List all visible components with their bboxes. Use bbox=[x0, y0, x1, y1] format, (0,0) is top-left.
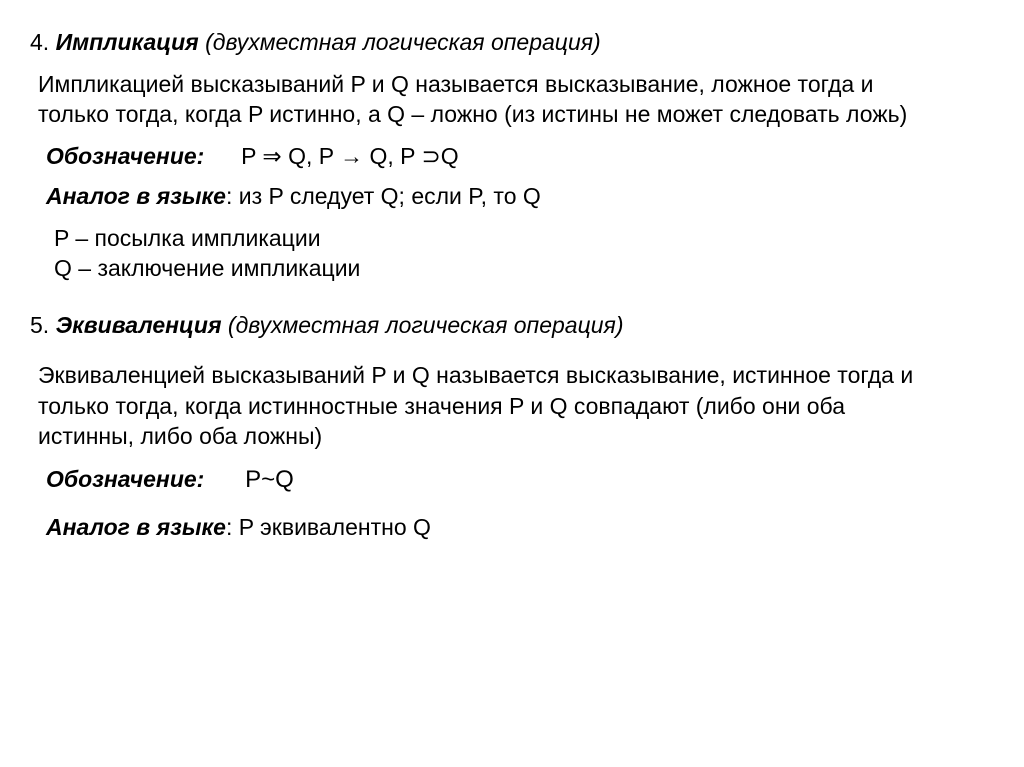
implication-heading bbox=[30, 28, 601, 56]
equivalence-number: 5. bbox=[30, 312, 50, 338]
equivalence-analog bbox=[46, 513, 431, 541]
implication-notation bbox=[46, 142, 459, 170]
equivalence-analog-value: : P эквивалентно Q bbox=[225, 514, 431, 540]
implication-definition-line-2: только тогда, когда P истинно, а Q – ложно (из истины не может следовать ложь) bbox=[38, 101, 908, 127]
implication-analog bbox=[46, 182, 541, 210]
implication-title: Импликация bbox=[55, 29, 199, 55]
equivalence-notation-label: Обозначение: bbox=[46, 466, 205, 492]
implication-definition-line-1: Импликацией высказываний P и Q называется высказывание, ложное тогда и bbox=[38, 71, 874, 97]
implication-analog-value: : из P следует Q; если P, то Q bbox=[225, 183, 541, 209]
implication-notation-label: Обозначение: bbox=[46, 143, 205, 169]
equivalence-notation-value: P~Q bbox=[245, 466, 294, 493]
equivalence-title: Эквиваленция bbox=[55, 312, 222, 338]
implication-subtitle: (двухместная логическая операция) bbox=[205, 29, 601, 55]
implication-number: 4. bbox=[30, 29, 50, 55]
equivalence-definition-line-3: истинны, либо оба ложны) bbox=[38, 423, 323, 449]
equivalence-heading bbox=[30, 311, 623, 339]
implication-notation-value: P ⇒ Q, P → Q, P ⊃Q bbox=[241, 143, 459, 169]
equivalence-definition-line-1: Эквиваленцией высказываний P и Q называется высказывание, истинное тогда и bbox=[38, 362, 914, 388]
equivalence-analog-label: Аналог в языке bbox=[46, 514, 226, 540]
equivalence-definition-line-2: только тогда, когда истинностные значения P и Q совпадают (либо они оба bbox=[38, 393, 845, 419]
implication-term-premise: P – посылка импликации bbox=[54, 225, 321, 251]
implication-term-conclusion: Q – заключение импликации bbox=[54, 255, 361, 281]
equivalence-subtitle: (двухместная логическая операция) bbox=[227, 312, 624, 338]
equivalence-notation bbox=[46, 465, 294, 494]
implication-analog-label: Аналог в языке bbox=[46, 183, 226, 209]
